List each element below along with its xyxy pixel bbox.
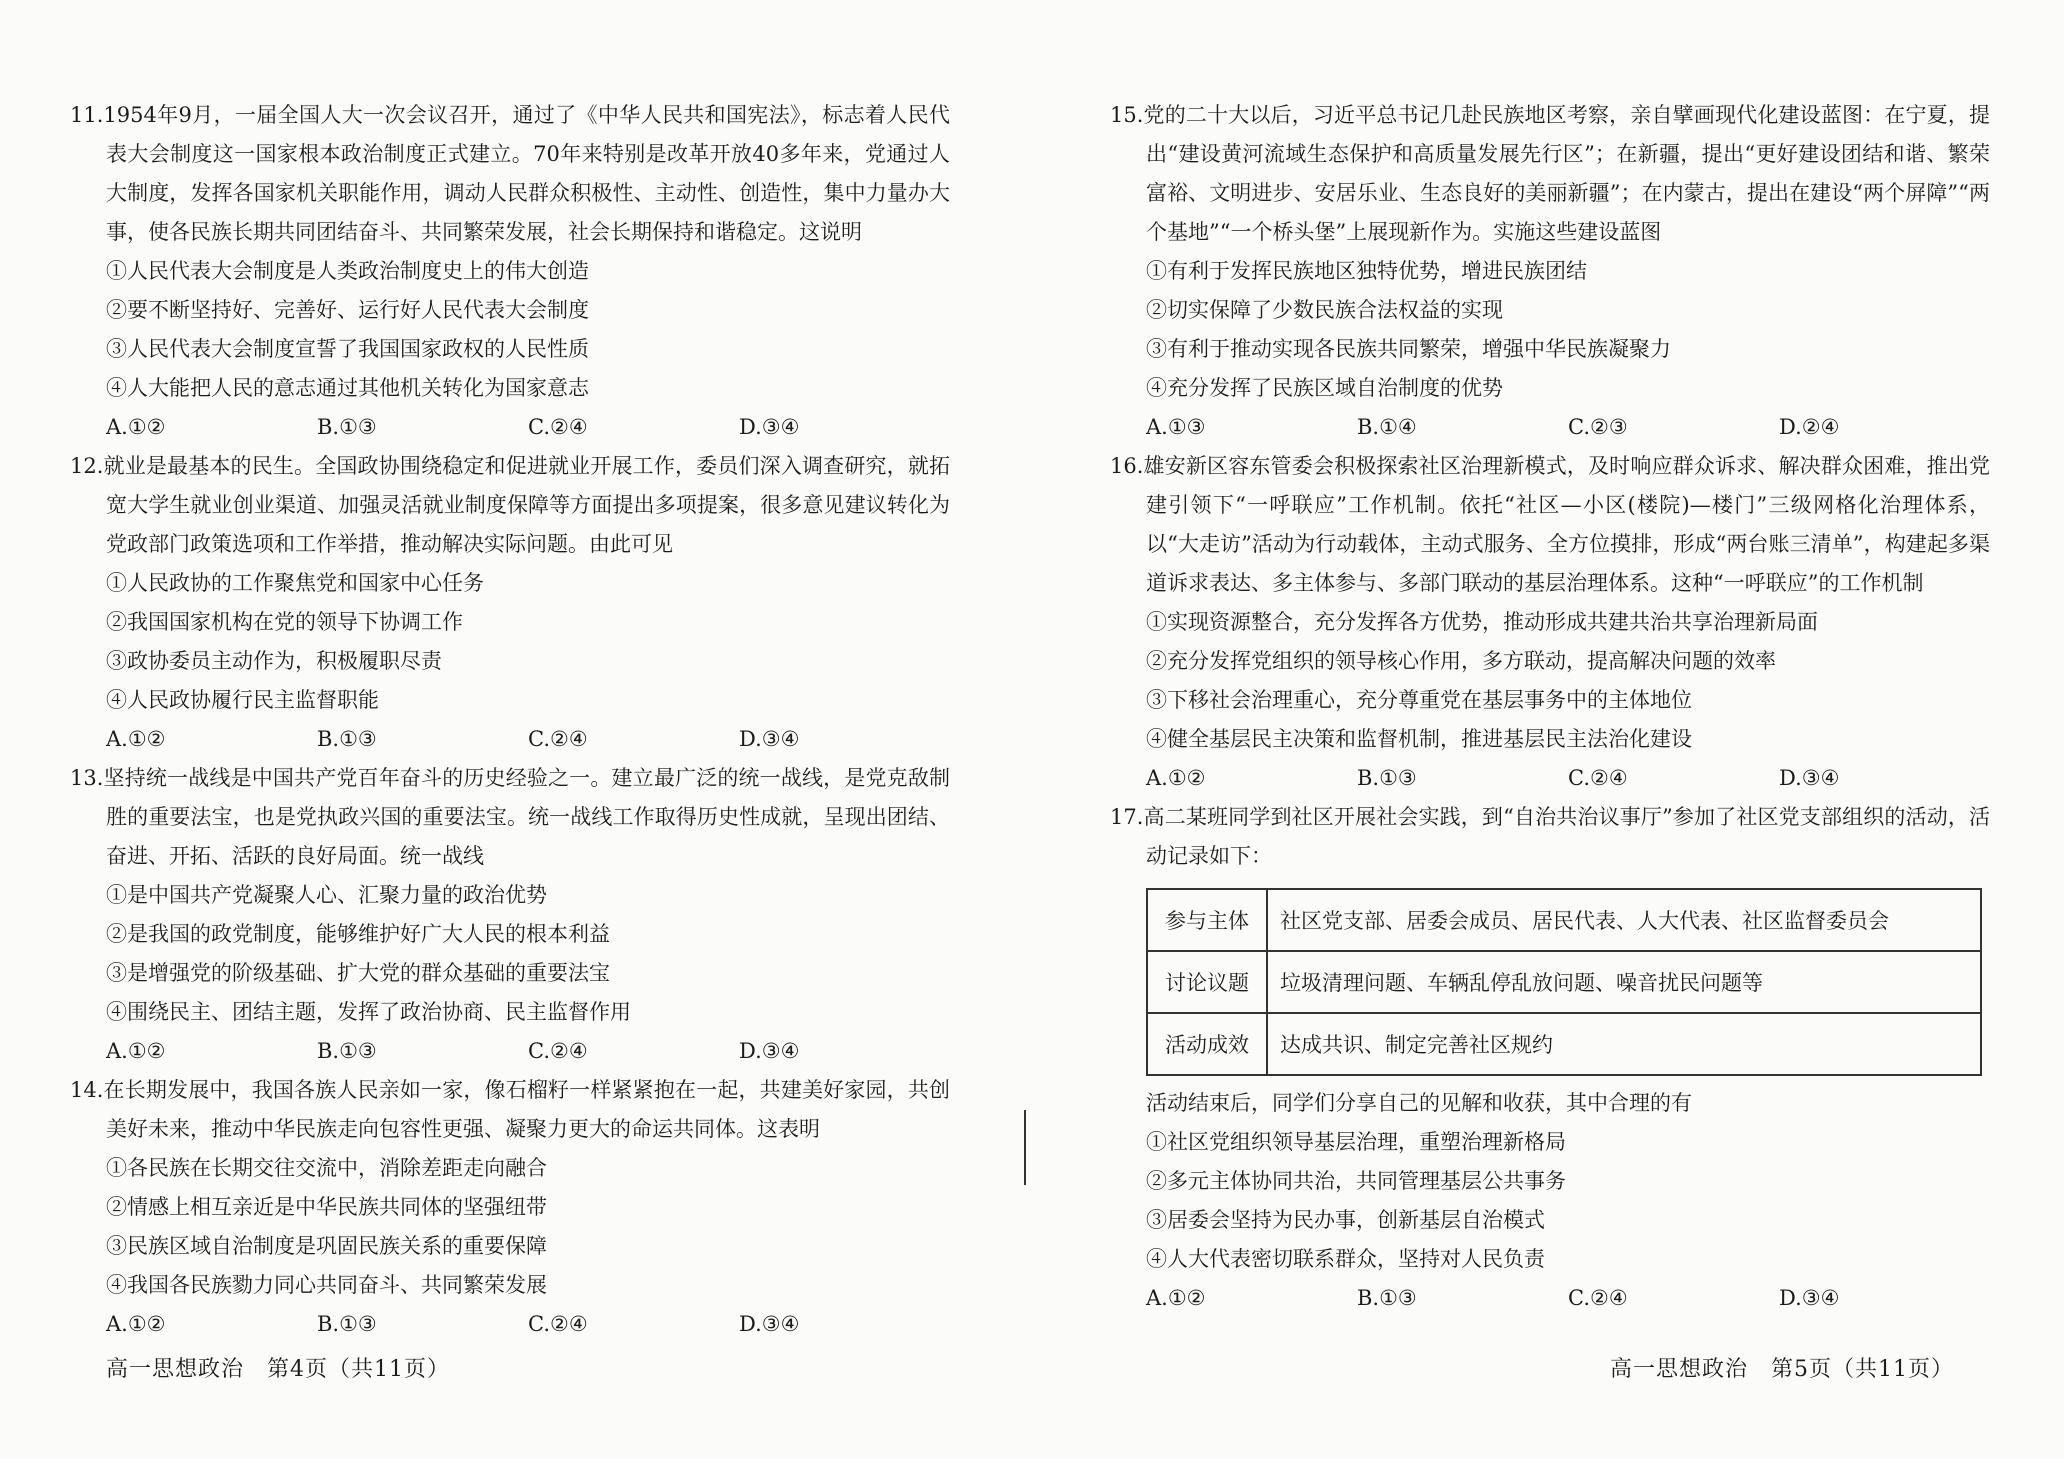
- left-page: [70, 0, 950, 1459]
- answer-c: C.②④: [1568, 1286, 1628, 1310]
- question-14: [70, 1071, 950, 1344]
- scan-mark: [1024, 1110, 1026, 1185]
- answer-d: D.③④: [739, 1312, 800, 1336]
- answer-a: A.①②: [106, 415, 166, 439]
- option-1: ①人民代表大会制度是人类政治制度史上的伟大创造: [106, 259, 589, 283]
- option-1: ①是中国共产党凝聚人心、汇聚力量的政治优势: [106, 883, 547, 907]
- page-footer: 高一思想政治 第4页（共11页）: [106, 1357, 450, 1382]
- question-stem: 16.雄安新区容东管委会积极探索社区治理新模式，及时响应群众诉求、解决群众困难，推出党建引领下“一呼联应”工作机制。依托“社区—小区(楼院)—楼门”三级网格化治理体系，以“大走访”活动为行动载体，主动式服务、全方位摸排，形成“两台账三清单”，构建起多渠道诉求表达、多主体参与、多部门联动的基层治理体系。这种“一呼联应”的工作机制: [1110, 454, 1990, 595]
- answer-a: A.①②: [1146, 1286, 1206, 1310]
- answer-c: C.②④: [1568, 766, 1628, 790]
- table-row-head: 活动成效: [1147, 1013, 1267, 1075]
- option-2: ②充分发挥党组织的领导核心作用，多方联动，提高解决问题的效率: [1146, 649, 1776, 673]
- option-1: ①实现资源整合，充分发挥各方优势，推动形成共建共治共享治理新局面: [1146, 610, 1818, 634]
- option-3: ③下移社会治理重心，充分尊重党在基层事务中的主体地位: [1146, 688, 1692, 712]
- option-4: ④人民政协履行民主监督职能: [106, 688, 379, 712]
- table-row-body: 达成共识、制定完善社区规约: [1267, 1013, 1981, 1075]
- answer-choices: [70, 1305, 950, 1344]
- answer-b: B.①③: [317, 1312, 377, 1336]
- left-column: [70, 96, 950, 1344]
- question-11: [70, 96, 950, 447]
- answer-a: A.①②: [106, 727, 166, 751]
- answer-choices: [70, 1032, 950, 1071]
- question-stem: 11.1954年9月，一届全国人大一次会议召开，通过了《中华人民共和国宪法》，标志着人民代表大会制度这一国家根本政治制度正式建立。70年来特别是改革开放40多年来，党通过人大制度，发挥各国家机关职能作用，调动人民群众积极性、主动性、创造性，集中力量办大事，使各民族长期共同团结奋斗、共同繁荣发展，社会长期保持和谐稳定。这说明: [70, 103, 950, 244]
- answer-c: C.②④: [528, 415, 588, 439]
- answer-c: C.②④: [528, 727, 588, 751]
- option-4: ④人大能把人民的意志通过其他机关转化为国家意志: [106, 376, 589, 400]
- answer-d: D.③④: [739, 727, 800, 751]
- answer-a: A.①②: [106, 1312, 166, 1336]
- table-row-body: 垃圾清理问题、车辆乱停乱放问题、噪音扰民问题等: [1267, 951, 1981, 1013]
- answer-choices: [70, 408, 950, 447]
- answer-d: D.③④: [1779, 1286, 1840, 1310]
- right-page: [1110, 0, 1990, 1459]
- option-2: ②我国国家机构在党的领导下协调工作: [106, 610, 463, 634]
- question-stem: 14.在长期发展中，我国各族人民亲如一家，像石榴籽一样紧紧抱在一起，共建美好家园，共创美好未来，推动中华民族走向包容性更强、凝聚力更大的命运共同体。这表明: [70, 1078, 950, 1141]
- answer-b: B.①③: [317, 727, 377, 751]
- answer-b: B.①③: [317, 415, 377, 439]
- question-17: [1110, 798, 1990, 1318]
- question-stem: 12.就业是最基本的民生。全国政协围绕稳定和促进就业开展工作，委员们深入调查研究，就拓宽大学生就业创业渠道、加强灵活就业制度保障等方面提出多项提案，很多意见建议转化为党政部门政策选项和工作举措，推动解决实际问题。由此可见: [70, 454, 950, 556]
- option-3: ③有利于推动实现各民族共同繁荣，增强中华民族凝聚力: [1146, 337, 1671, 361]
- option-3: ③人民代表大会制度宣誓了我国国家政权的人民性质: [106, 337, 589, 361]
- answer-a: A.①③: [1146, 415, 1206, 439]
- answer-a: A.①②: [106, 1039, 166, 1063]
- table-row: [1147, 951, 1981, 1013]
- right-column: [1110, 96, 1990, 1318]
- table-row-body: 社区党支部、居委会成员、居民代表、人大代表、社区监督委员会: [1267, 889, 1981, 951]
- question-15: [1110, 96, 1990, 447]
- option-2: ②是我国的政党制度，能够维护好广大人民的根本利益: [106, 922, 610, 946]
- answer-c: C.②④: [528, 1312, 588, 1336]
- answer-choices: [1110, 1279, 1990, 1318]
- table-row: [1147, 1013, 1981, 1075]
- option-1: ①社区党组织领导基层治理，重塑治理新格局: [1146, 1130, 1566, 1154]
- question-stem: 15.党的二十大以后，习近平总书记几赴民族地区考察，亲自擘画现代化建设蓝图：在宁夏，提出“建设黄河流域生态保护和高质量发展先行区”；在新疆，提出“更好建设团结和谐、繁荣富裕、文明进步、安居乐业、生态良好的美丽新疆”；在内蒙古，提出在建设“两个屏障”“两个基地”“一个桥头堡”上展现新作为。实施这些建设蓝图: [1110, 103, 1990, 244]
- option-3: ③民族区域自治制度是巩固民族关系的重要保障: [106, 1234, 547, 1258]
- option-2: ②切实保障了少数民族合法权益的实现: [1146, 298, 1503, 322]
- option-4: ④健全基层民主决策和监督机制，推进基层民主法治化建设: [1146, 727, 1692, 751]
- table-row: [1147, 889, 1981, 951]
- answer-choices: [70, 720, 950, 759]
- answer-choices: [1110, 759, 1990, 798]
- table-row-head: 参与主体: [1147, 889, 1267, 951]
- activity-record-table: [1146, 888, 1982, 1076]
- option-1: ①有利于发挥民族地区独特优势，增进民族团结: [1146, 259, 1587, 283]
- answer-d: D.③④: [739, 415, 800, 439]
- option-1: ①人民政协的工作聚焦党和国家中心任务: [106, 571, 484, 595]
- option-2: ②情感上相互亲近是中华民族共同体的坚强纽带: [106, 1195, 547, 1219]
- table-row-head: 讨论议题: [1147, 951, 1267, 1013]
- question-stem: 13.坚持统一战线是中国共产党百年奋斗的历史经验之一。建立最广泛的统一战线，是党克敌制胜的重要法宝，也是党执政兴国的重要法宝。统一战线工作取得历史性成就，呈现出团结、奋进、开拓、活跃的良好局面。统一战线: [70, 766, 950, 868]
- answer-d: D.③④: [1779, 766, 1840, 790]
- option-3: ③居委会坚持为民办事，创新基层自治模式: [1146, 1208, 1545, 1232]
- answer-b: B.①③: [1357, 766, 1417, 790]
- question-12: [70, 447, 950, 759]
- option-3: ③是增强党的阶级基础、扩大党的群众基础的重要法宝: [106, 961, 610, 985]
- option-3: ③政协委员主动作为，积极履职尽责: [106, 649, 442, 673]
- question-16: [1110, 447, 1990, 798]
- option-2: ②多元主体协同共治，共同管理基层公共事务: [1146, 1169, 1566, 1193]
- answer-b: B.①③: [317, 1039, 377, 1063]
- option-2: ②要不断坚持好、完善好、运行好人民代表大会制度: [106, 298, 589, 322]
- option-1: ①各民族在长期交往交流中，消除差距走向融合: [106, 1156, 547, 1180]
- answer-c: C.②③: [1568, 415, 1628, 439]
- option-4: ④我国各民族勠力同心共同奋斗、共同繁荣发展: [106, 1273, 547, 1297]
- page-footer: 高一思想政治 第5页（共11页）: [1610, 1357, 1954, 1382]
- question-followup: 活动结束后，同学们分享自己的见解和收获，其中合理的有: [1146, 1091, 1692, 1115]
- answer-c: C.②④: [528, 1039, 588, 1063]
- question-stem: 17.高二某班同学到社区开展社会实践，到“自治共治议事厅”参加了社区党支部组织的活动，活动记录如下：: [1110, 805, 1990, 868]
- answer-choices: [1110, 408, 1990, 447]
- option-4: ④围绕民主、团结主题，发挥了政治协商、民主监督作用: [106, 1000, 631, 1024]
- answer-d: D.③④: [739, 1039, 800, 1063]
- option-4: ④充分发挥了民族区域自治制度的优势: [1146, 376, 1503, 400]
- answer-a: A.①②: [1146, 766, 1206, 790]
- answer-d: D.②④: [1779, 415, 1840, 439]
- question-13: [70, 759, 950, 1071]
- answer-b: B.①③: [1357, 1286, 1417, 1310]
- answer-b: B.①④: [1357, 415, 1417, 439]
- option-4: ④人大代表密切联系群众，坚持对人民负责: [1146, 1247, 1545, 1271]
